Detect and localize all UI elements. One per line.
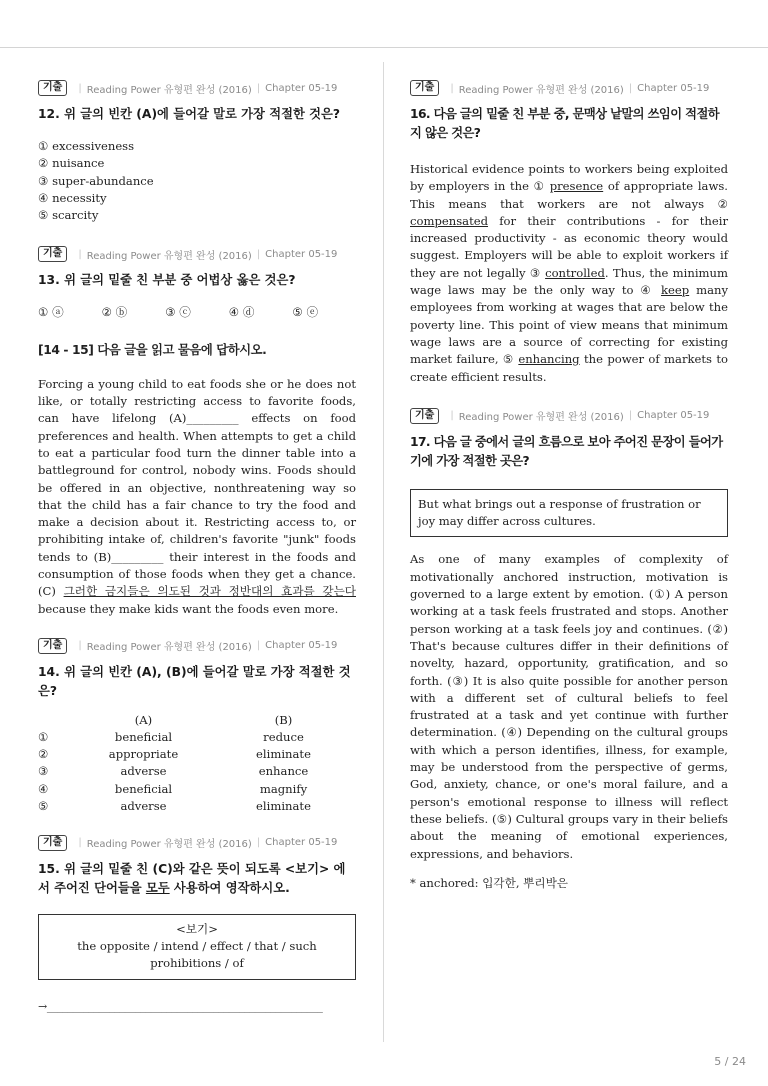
- source-book: Reading Power 유형편 완성 (2016): [86, 839, 252, 851]
- table-cell: [38, 711, 76, 728]
- column-header-b: (B): [274, 712, 293, 727]
- title-emphasis: 모두: [145, 880, 170, 895]
- option-a: beneficial: [114, 729, 173, 744]
- option-a: appropriate: [108, 747, 179, 762]
- source-chapter: Chapter 05-19: [265, 640, 338, 652]
- source-chapter: Chapter 05-19: [637, 410, 710, 422]
- source-line: [38, 638, 356, 654]
- source-tag: 기출: [38, 835, 67, 851]
- table-row[interactable]: [38, 780, 356, 797]
- source-tag: 기출: [38, 638, 67, 654]
- separator: |: [628, 82, 633, 94]
- option-number: ③: [38, 764, 49, 779]
- source-book: Reading Power 유형편 완성 (2016): [86, 84, 252, 96]
- table-row[interactable]: [38, 728, 356, 745]
- separator: |: [256, 640, 261, 652]
- underlined-word: compensated: [410, 213, 489, 228]
- option-b: eliminate: [256, 747, 311, 762]
- source-book: Reading Power 유형편 완성 (2016): [86, 642, 252, 654]
- source-chapter: Chapter 05-19: [265, 82, 338, 94]
- left-column: [38, 80, 356, 1013]
- source-tag: 기출: [38, 246, 67, 262]
- option-a: adverse: [120, 799, 167, 814]
- source-line: [38, 246, 356, 262]
- underlined-word: keep: [660, 283, 690, 298]
- footnote: * anchored: 입각한, 뿌리박은: [410, 875, 568, 890]
- option-b: magnify: [259, 781, 308, 796]
- source-chapter: Chapter 05-19: [265, 837, 338, 849]
- source-book: Reading Power 유형편 완성 (2016): [458, 412, 624, 424]
- example-box-words: the opposite / intend / effect / that / such prohibitions / of: [77, 939, 317, 971]
- underlined-word: controlled: [545, 265, 605, 280]
- table-header: [38, 711, 356, 728]
- source-line: [410, 80, 728, 96]
- option-b: reduce: [263, 729, 304, 744]
- source-line: [38, 80, 356, 96]
- source-line: [38, 835, 356, 851]
- option[interactable]: ③ ⓒ: [165, 305, 191, 320]
- passage-text: for their contributions - for their increased productivity - as economic theory would suggest. Employers will be able to exploit workers if they are not legally ③: [410, 213, 728, 280]
- option[interactable]: ④ ⓓ: [228, 305, 255, 320]
- page-number: 5 / 24: [714, 1055, 746, 1068]
- table-row[interactable]: [38, 797, 356, 814]
- source-chapter: Chapter 05-19: [637, 82, 710, 94]
- title-text: 사용하여 영작하시오.: [169, 880, 290, 895]
- question-13-title: 13. 위 글의 밑줄 친 부분 중 어법상 옳은 것은?: [38, 273, 296, 288]
- underlined-word: presence: [549, 179, 604, 194]
- option-number: ④: [38, 781, 49, 796]
- separator: |: [450, 410, 454, 422]
- separator: |: [256, 82, 261, 94]
- question-16-title: 16. 다음 글의 밑줄 친 부분 중, 문맥상 낱말의 쓰임이 적절하지 않은 것은?: [410, 107, 720, 140]
- question-15-title: [38, 860, 356, 898]
- separator: |: [450, 82, 454, 94]
- option[interactable]: ⑤ ⓔ: [292, 305, 319, 320]
- question-13-options: [38, 304, 356, 321]
- option-number: ⑤: [38, 799, 49, 814]
- option[interactable]: ② ⓑ: [101, 305, 128, 320]
- passage-text: the power of markets to create efficient results.: [410, 352, 728, 384]
- source-line: [410, 408, 728, 424]
- source-book: Reading Power 유형편 완성 (2016): [458, 84, 624, 96]
- separator: |: [78, 837, 82, 849]
- right-column: [410, 80, 728, 891]
- separator: |: [78, 248, 82, 260]
- separator: |: [256, 837, 261, 849]
- passage-text: Historical evidence points to workers being exploited by employers in the ①: [410, 162, 728, 194]
- option[interactable]: ④ necessity: [38, 190, 107, 205]
- given-sentence-box: But what brings out a response of frustration or joy may differ across cultures.: [410, 489, 728, 538]
- question-12-options: [38, 138, 356, 224]
- question-12-title: 12. 위 글의 빈칸 (A)에 들어갈 말로 가장 적절한 것은?: [38, 107, 341, 121]
- passage-text: . Thus, the minimum wage laws may be the only way to ④: [410, 265, 728, 298]
- separator: |: [256, 248, 261, 260]
- example-box: [38, 914, 356, 980]
- option-a: beneficial: [114, 781, 173, 796]
- underlined-word: enhancing: [518, 352, 580, 367]
- separator: |: [78, 640, 82, 652]
- title-text: 15. 위 글의 밑줄 친 (C)와 같은 뜻이 되도록 <보기> 에서 주어진 단어들을: [38, 861, 346, 895]
- table-row[interactable]: [38, 763, 356, 780]
- source-chapter: Chapter 05-19: [265, 248, 338, 260]
- option-b: enhance: [258, 764, 309, 779]
- option[interactable]: ① ⓐ: [38, 305, 64, 320]
- option[interactable]: ③ super-abundance: [38, 173, 154, 188]
- answer-table: [38, 711, 356, 815]
- passage-text: of appropriate laws. This means that workers are not always ②: [410, 179, 728, 211]
- separator: |: [628, 410, 633, 422]
- table-row[interactable]: [38, 746, 356, 763]
- question-14-title: 14. 위 글의 빈칸 (A), (B)에 들어갈 말로 가장 적절한 것은?: [38, 664, 351, 698]
- passage-17: As one of many examples of complexity of motivationally anchored instruction, motivation is governed to a large extent by emotion. (①) A person working at a task feels frustrated and stops. Another person working at a task feels joy and continues. (②) That's because cultures differ in their definitions of novelty, hazard, opportunity, gratification, and so forth. (③) It is also quite possible for another person with a different set of cultural beliefs to feel frustrated at a task and yet continue with further determination. (④) Depending on the cultural groups with which a person identifies, illness, for example, may be understood from the perspective of germs, God, anxiety, chance, or one's moral failure, and a person's emotional response to illness will reflect these beliefs. (⑤) Cultural groups vary in their beliefs about the meaning of emotional experiences, expressions, and behaviors.: [410, 552, 728, 861]
- option-a: adverse: [120, 764, 167, 779]
- option-number: ②: [38, 747, 49, 762]
- source-tag: 기출: [38, 80, 67, 96]
- source-book: Reading Power 유형편 완성 (2016): [86, 250, 252, 262]
- source-tag: 기출: [410, 80, 439, 96]
- option-b: eliminate: [256, 799, 311, 814]
- example-box-title: <보기>: [176, 921, 218, 936]
- separator: |: [78, 82, 82, 94]
- column-divider: [383, 62, 384, 1042]
- question-17-title: 17. 다음 글 중에서 글의 흐름으로 보아 주어진 문장이 들어가기에 가장 적절한 곳은?: [410, 434, 723, 468]
- option[interactable]: ① excessiveness: [38, 139, 135, 153]
- passage-16: [410, 161, 728, 386]
- underlined-c: 그러한 금지들은 의도된 것과 정반대의 효과를 갖는다: [63, 584, 356, 599]
- option-number: ①: [38, 729, 49, 744]
- group-heading: [14 - 15] 다음 글을 읽고 물음에 답하시오.: [38, 342, 267, 357]
- passage-text: because they make kids want the foods even more.: [38, 601, 339, 616]
- answer-line[interactable]: →_____________________________________________________: [38, 999, 323, 1013]
- column-header-a: (A): [134, 712, 153, 727]
- option[interactable]: ⑤ scarcity: [38, 208, 99, 223]
- option[interactable]: ② nuisance: [38, 156, 105, 171]
- header-rule: [0, 47, 768, 48]
- passage-text: many employees from working at wages that are below the poverty line. This point of view means that minimum wage laws are a source of correcting for existing market failure, ⑤: [410, 283, 728, 367]
- passage-text: Forcing a young child to eat foods she or he does not like, or totally restricting access to favorite foods, can have lifelong (A)_________ effects on food preferences and health. When attempts to get a child to eat a particular food turn the dinner table into a battleground for control, nobody wins. Foods should be offered in an objective, nonthreatening way so that the child has a fair chance to try the food and make a decision about it. Restricting access to, or prohibiting intake of, children's favorite "junk" foods tends to (B)_________ their interest in the foods and consumption of those foods when they get a chance. (C): [38, 376, 356, 599]
- source-tag: 기출: [410, 408, 439, 424]
- passage-14-15: [38, 376, 356, 618]
